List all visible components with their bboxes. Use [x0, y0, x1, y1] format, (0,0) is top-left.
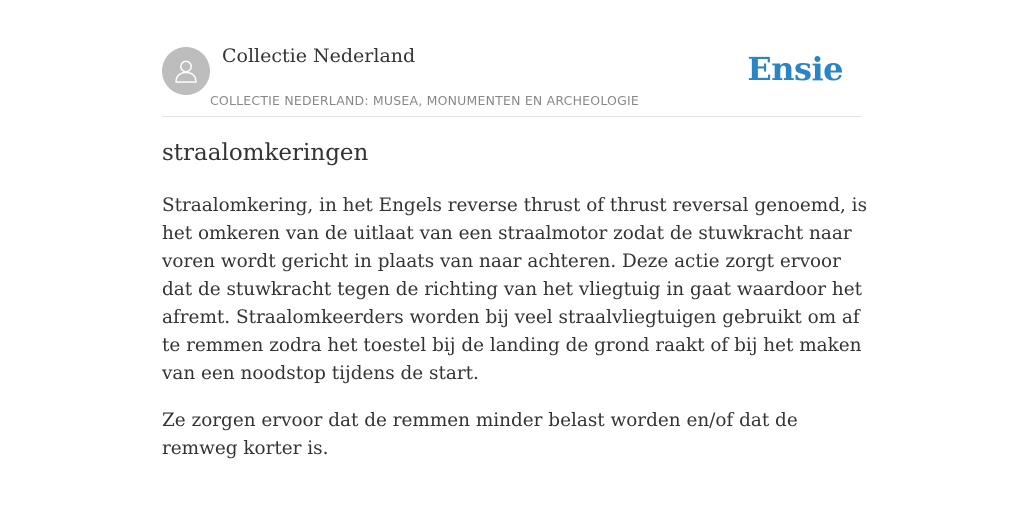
article-paragraph: Ze zorgen ervoor dat de remmen minder belast worden en/of dat de remweg korter is. [162, 410, 798, 459]
user-icon [172, 57, 200, 85]
header [162, 0, 862, 117]
brand-logo[interactable]: Ensie [747, 50, 843, 88]
article-paragraph: Straalomkering, in het Engels reverse thrust of thrust reversal genoemd, is het omkeren van de uitlaat van een straalmotor zodat de stuwkracht naar voren wordt gericht in plaats van naar achteren. Deze actie zorgt ervoor dat de stuwkracht tegen de richting van het vliegtuig in gaat waardoor het afremt. Straalomkeerders worden bij veel straalvliegtuigen gebruikt om af te remmen zodra het toestel bij de landing de grond raakt of bij het maken van een noodstop tijdens de start. [162, 195, 868, 384]
page-title: straalomkeringen [162, 140, 369, 166]
page-container [162, 0, 868, 459]
avatar[interactable] [162, 47, 210, 95]
article-body [162, 192, 868, 482]
source-description: COLLECTIE NEDERLAND: MUSEA, MONUMENTEN EN ARCHEOLOGIE [210, 93, 639, 108]
source-name[interactable]: Collectie Nederland [222, 45, 416, 67]
